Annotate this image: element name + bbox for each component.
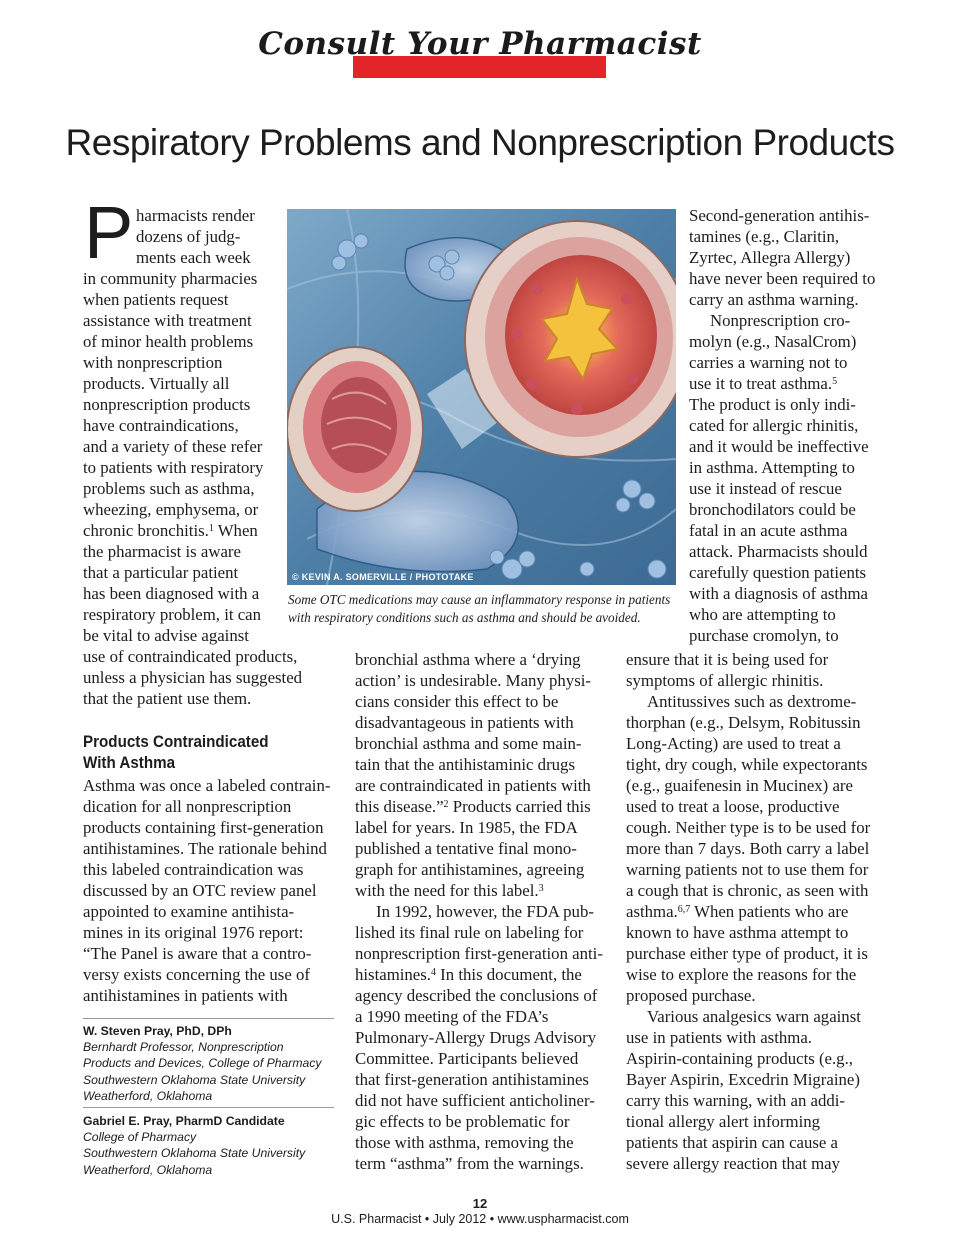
text-line: a cough that is chronic, as seen with bbox=[626, 881, 869, 900]
text-line: known to have asthma attempt to bbox=[626, 923, 849, 942]
text-line: in community pharmacies bbox=[83, 269, 258, 288]
heading-line: With Asthma bbox=[83, 754, 176, 772]
author-affiliation: Weatherford, Oklahoma bbox=[83, 1162, 213, 1177]
text-line: Aspirin-containing products (e.g., bbox=[626, 1049, 853, 1068]
author-divider bbox=[83, 1018, 334, 1019]
text-line: with a diagnosis of asthma bbox=[689, 584, 868, 603]
text-line: problems such as asthma, bbox=[83, 479, 255, 498]
bronchi-illustration bbox=[287, 209, 676, 585]
text-line: proposed purchase. bbox=[626, 986, 756, 1005]
text-line: and it would be ineffective bbox=[689, 437, 869, 456]
text-line: purchase either type of product, it is bbox=[626, 944, 868, 963]
text-line: cated for allergic rhinitis, bbox=[689, 416, 859, 435]
text-line: more than 7 days. Both carry a label bbox=[626, 839, 870, 858]
caption-line: Some OTC medications may cause an inflammatory response in patients bbox=[288, 592, 671, 607]
text-line: have contraindications, bbox=[83, 416, 239, 435]
text-line: appointed to examine antihista- bbox=[83, 902, 295, 921]
caption-line: with respiratory conditions such as asthma and should be avoided. bbox=[288, 610, 641, 625]
text-line: dication for all nonprescription bbox=[83, 797, 292, 816]
text-line: use in patients with asthma. bbox=[626, 1028, 812, 1047]
text-line: action’ is undesirable. Many physi- bbox=[355, 671, 591, 690]
text-line: graph for antihistamines, agreeing bbox=[355, 860, 585, 879]
text-line: fatal in an acute asthma bbox=[689, 521, 848, 540]
column-2-body bbox=[355, 649, 603, 1174]
section-heading bbox=[83, 732, 269, 774]
text-line: that a particular patient bbox=[83, 563, 239, 582]
text-fragment: In this document, the bbox=[435, 965, 582, 984]
text-line: those with asthma, removing the bbox=[355, 1133, 574, 1152]
text-line: respiratory problem, it can bbox=[83, 605, 262, 624]
text-fragment: When patients who are bbox=[690, 902, 849, 921]
text-line: in asthma. Attempting to bbox=[689, 458, 855, 477]
page-number: 12 bbox=[472, 1196, 488, 1211]
text-line: a 1990 meeting of the FDA’s bbox=[355, 1007, 549, 1026]
drop-cap: P bbox=[84, 191, 134, 274]
photo-credit: © KEVIN A. SOMERVILLE / PHOTOTAKE bbox=[292, 572, 474, 582]
text-line: antihistamines. The rationale behind bbox=[83, 839, 327, 858]
text-line: cough. Neither type is to be used for bbox=[626, 818, 871, 837]
text-line bbox=[83, 520, 302, 541]
text-line: attack. Pharmacists should bbox=[689, 542, 868, 561]
text-fragment: Products carried this bbox=[448, 797, 591, 816]
author-affiliation: Products and Devices, College of Pharmacy bbox=[83, 1056, 322, 1071]
text-line: tain that the antihistaminic drugs bbox=[355, 755, 575, 774]
text-line bbox=[689, 373, 875, 394]
text-line bbox=[355, 964, 603, 985]
author-affiliation: Bernhardt Professor, Nonprescription bbox=[83, 1040, 284, 1055]
text-line: purchase cromolyn, to bbox=[689, 626, 839, 645]
text-line: Long-Acting) are used to treat a bbox=[626, 734, 841, 753]
text-line: (e.g., guaifenesin in Mucinex) are bbox=[626, 776, 853, 795]
text-line: who are attempting to bbox=[689, 605, 836, 624]
text-line: Asthma was once a labeled contrain- bbox=[83, 776, 331, 795]
text-line: that first-generation antihistamines bbox=[355, 1070, 589, 1089]
text-line: did not have sufficient anticholiner- bbox=[355, 1091, 595, 1110]
text-fragment: histamines. bbox=[355, 965, 431, 984]
text-line: gic effects to be problematic for bbox=[355, 1112, 570, 1131]
text-line: this labeled contraindication was bbox=[83, 860, 304, 879]
text-line: carefully question patients bbox=[689, 563, 867, 582]
column-3-bottom bbox=[626, 649, 870, 1174]
text-line: use of contraindicated products, bbox=[83, 647, 298, 666]
text-line: cians consider this effect to be bbox=[355, 692, 559, 711]
reference-superscript: 1 bbox=[208, 523, 214, 534]
text-line: carry an asthma warning. bbox=[689, 290, 859, 309]
lead-lines bbox=[136, 205, 255, 268]
text-line: agency described the conclusions of bbox=[355, 986, 598, 1005]
text-line: wheezing, emphysema, or bbox=[83, 500, 259, 519]
text-line bbox=[355, 880, 603, 901]
text-line: carries a warning not to bbox=[689, 353, 848, 372]
text-fragment: use it to treat asthma. bbox=[689, 374, 833, 393]
text-line: products. Virtually all bbox=[83, 374, 230, 393]
text-line: term “asthma” from the warnings. bbox=[355, 1154, 584, 1173]
text-line: Nonprescription cro- bbox=[710, 311, 851, 330]
text-line bbox=[355, 796, 603, 817]
text-line: with nonprescription bbox=[83, 353, 223, 372]
text-line: and a variety of these refer bbox=[83, 437, 263, 456]
author-affiliation: Weatherford, Oklahoma bbox=[83, 1088, 213, 1103]
text-line: of minor health problems bbox=[83, 332, 254, 351]
heading-line: Products Contraindicated bbox=[83, 733, 269, 751]
column-3-top bbox=[689, 205, 875, 646]
reference-superscript: 6,7 bbox=[677, 904, 691, 915]
text-line: the pharmacist is aware bbox=[83, 542, 241, 561]
text-line: disadvantageous in patients with bbox=[355, 713, 574, 732]
text-line: mines in its original 1976 report: bbox=[83, 923, 304, 942]
text-line: products containing first-generation bbox=[83, 818, 324, 837]
text-line: thorphan (e.g., Delsym, Robitussin bbox=[626, 713, 861, 732]
column-1-body bbox=[83, 268, 302, 709]
text-line: are contraindicated in patients with bbox=[355, 776, 591, 795]
figure-caption bbox=[288, 591, 688, 627]
text-line: Pulmonary-Allergy Drugs Advisory bbox=[355, 1028, 597, 1047]
author-affiliation: Southwestern Oklahoma State University bbox=[83, 1072, 306, 1087]
text-line: label for years. In 1985, the FDA bbox=[355, 818, 578, 837]
text-line: molyn (e.g., NasalCrom) bbox=[689, 332, 857, 351]
text-line: tamines (e.g., Claritin, bbox=[689, 227, 840, 246]
text-line: warning patients not to use them for bbox=[626, 860, 869, 879]
text-fragment: this disease.” bbox=[355, 797, 444, 816]
text-line: use it instead of rescue bbox=[689, 479, 842, 498]
text-line: symptoms of allergic rhinitis. bbox=[626, 671, 824, 690]
text-line: published a tentative final mono- bbox=[355, 839, 577, 858]
text-line: be vital to advise against bbox=[83, 626, 249, 645]
author-affiliation: Southwestern Oklahoma State University bbox=[83, 1146, 306, 1161]
text-line: bronchial asthma where a ‘drying bbox=[355, 650, 581, 669]
section-title: Consult Your Pharmacist bbox=[258, 26, 702, 62]
reference-superscript: 3 bbox=[538, 883, 544, 894]
text-line: Committee. Participants believed bbox=[355, 1049, 579, 1068]
text-line: lished its final rule on labeling for bbox=[355, 923, 584, 942]
text-line: to patients with respiratory bbox=[83, 458, 264, 477]
text-line: antihistamines in patients with bbox=[83, 986, 288, 1005]
text-fragment: asthma. bbox=[626, 902, 678, 921]
author-block bbox=[83, 1113, 305, 1178]
article-title: Respiratory Problems and Nonprescription Products bbox=[65, 122, 895, 163]
text-line: bronchial asthma and some main- bbox=[355, 734, 582, 753]
text-line: dozens of judg- bbox=[136, 227, 241, 246]
reference-superscript: 4 bbox=[430, 967, 436, 978]
text-line: assistance with treatment bbox=[83, 311, 252, 330]
text-line bbox=[626, 901, 870, 922]
publication-footer: U.S. Pharmacist • July 2012 • www.uspharmacist.com bbox=[331, 1212, 629, 1226]
text-line: versy exists concerning the use of bbox=[83, 965, 310, 984]
text-line: when patients request bbox=[83, 290, 229, 309]
column-1-continued bbox=[83, 775, 330, 1006]
text-line: ments each week bbox=[136, 248, 251, 267]
text-line: Various analgesics warn against bbox=[647, 1007, 861, 1026]
reference-superscript: 5 bbox=[832, 376, 838, 387]
text-fragment: with the need for this label. bbox=[355, 881, 539, 900]
text-line: The product is only indi- bbox=[689, 395, 856, 414]
text-line: nonprescription products bbox=[83, 395, 251, 414]
text-line: severe allergy reaction that may bbox=[626, 1154, 841, 1173]
text-line: has been diagnosed with a bbox=[83, 584, 260, 603]
text-line: tional allergy alert informing bbox=[626, 1112, 821, 1131]
text-line: Antitussives such as dextrome- bbox=[647, 692, 857, 711]
text-line: nonprescription first-generation anti- bbox=[355, 944, 603, 963]
author-name: W. Steven Pray, PhD, DPh bbox=[83, 1024, 232, 1038]
text-fragment: When bbox=[213, 521, 258, 540]
text-line: unless a physician has suggested bbox=[83, 668, 303, 687]
text-line: Bayer Aspirin, Excedrin Migraine) bbox=[626, 1070, 860, 1089]
text-line: In 1992, however, the FDA pub- bbox=[376, 902, 594, 921]
author-divider bbox=[83, 1107, 334, 1108]
author-name: Gabriel E. Pray, PharmD Candidate bbox=[83, 1114, 285, 1128]
text-line: “The Panel is aware that a contro- bbox=[83, 944, 312, 963]
text-line: that the patient use them. bbox=[83, 689, 252, 708]
text-line: used to treat a loose, productive bbox=[626, 797, 840, 816]
text-line: discussed by an OTC review panel bbox=[83, 881, 317, 900]
reference-superscript: 2 bbox=[443, 799, 449, 810]
text-line: Zyrtec, Allegra Allergy) bbox=[689, 248, 851, 267]
text-line: tight, dry cough, while expectorants bbox=[626, 755, 868, 774]
text-line: wise to explore the reasons for the bbox=[626, 965, 857, 984]
text-line: carry this warning, with an addi- bbox=[626, 1091, 846, 1110]
text-line: ensure that it is being used for bbox=[626, 650, 829, 669]
text-line: harmacists render bbox=[136, 206, 255, 225]
text-line: have never been required to bbox=[689, 269, 876, 288]
text-line: bronchodilators could be bbox=[689, 500, 856, 519]
text-fragment: chronic bronchitis. bbox=[83, 521, 209, 540]
author-block bbox=[83, 1023, 321, 1104]
text-line: patients that aspirin can cause a bbox=[626, 1133, 839, 1152]
text-line: Second-generation antihis- bbox=[689, 206, 870, 225]
author-affiliation: College of Pharmacy bbox=[83, 1130, 197, 1145]
